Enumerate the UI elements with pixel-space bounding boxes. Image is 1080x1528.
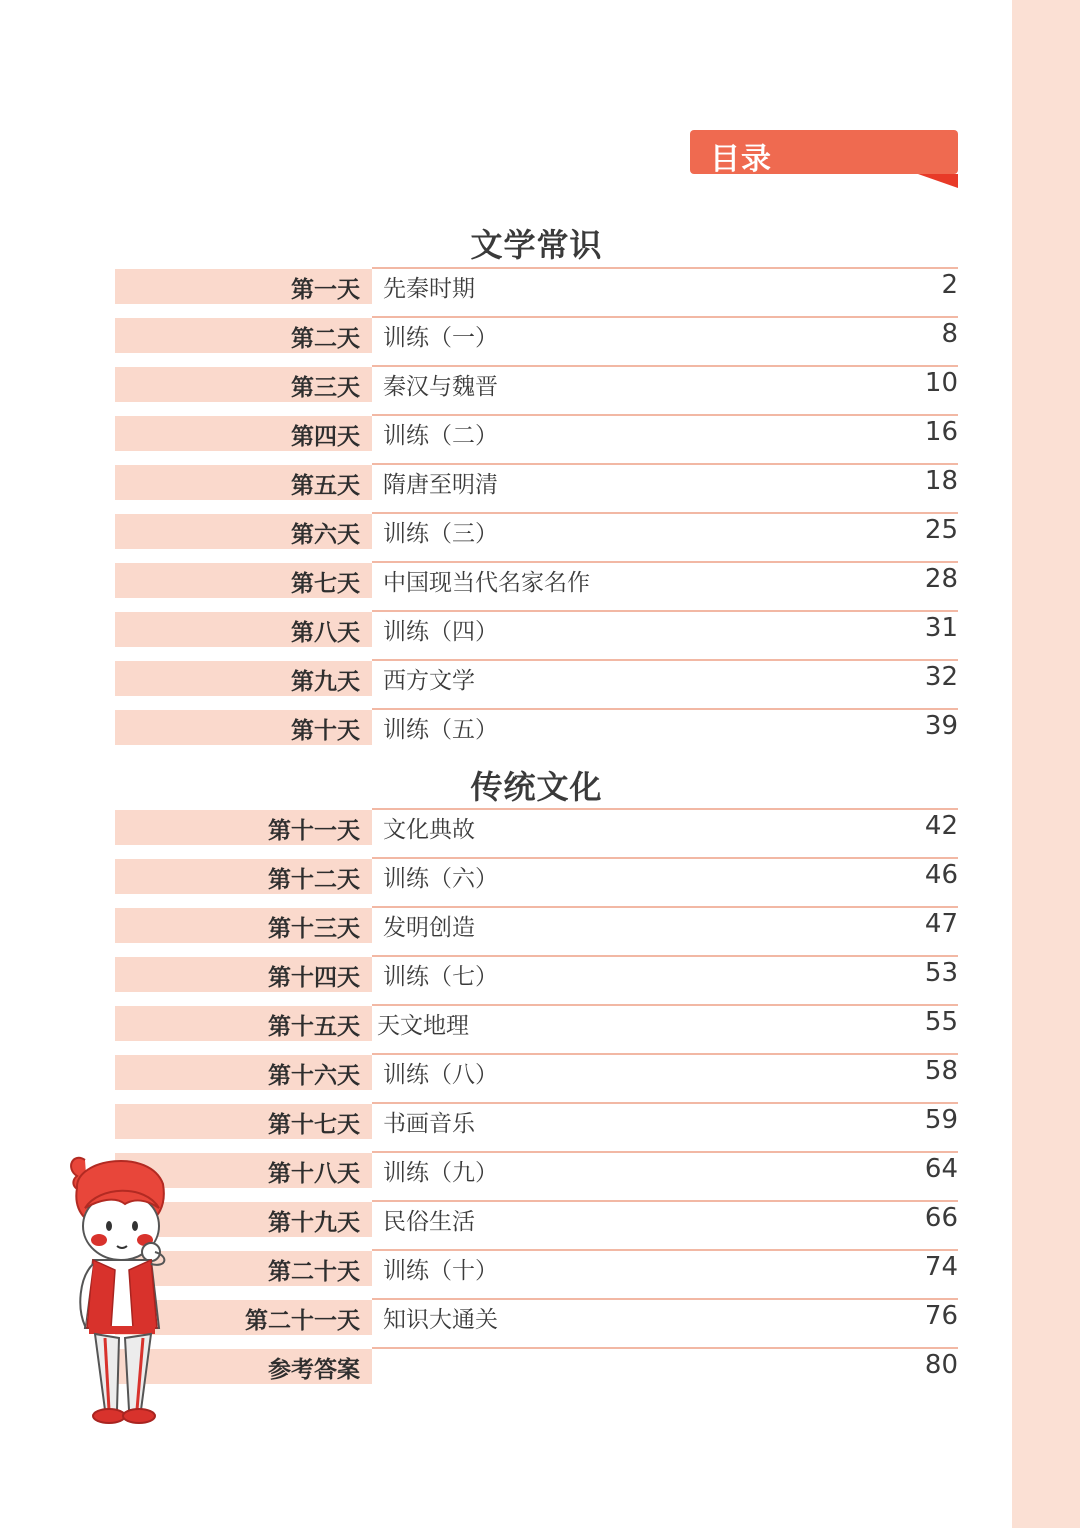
toc-entry-day: 第十六天 xyxy=(268,1063,360,1089)
row-rule xyxy=(372,857,958,859)
row-rule xyxy=(372,1004,958,1006)
row-rule xyxy=(372,1347,958,1349)
toc-entry-day: 第十天 xyxy=(291,718,360,744)
toc-entry-page: 59 xyxy=(924,1105,958,1135)
row-rule xyxy=(372,561,958,563)
day-cell xyxy=(115,1006,372,1041)
toc-entry[interactable] xyxy=(115,610,958,659)
section-title-culture: 传统文化 xyxy=(470,768,603,806)
row-rule xyxy=(372,316,958,318)
toc-entry-page: 42 xyxy=(924,811,958,841)
toc-entry-topic: 训练（四） xyxy=(383,619,498,645)
toc-entry-page: 64 xyxy=(924,1154,958,1184)
row-rule xyxy=(372,955,958,957)
toc-entry-topic: 发明创造 xyxy=(383,915,475,941)
toc-entry-topic: 西方文学 xyxy=(383,668,475,694)
toc-entry-topic: 训练（二） xyxy=(383,423,498,449)
toc-entry[interactable] xyxy=(115,906,958,955)
toc-entry-topic: 训练（九） xyxy=(383,1160,498,1186)
toc-entry-topic: 天文地理 xyxy=(377,1013,469,1039)
day-cell xyxy=(115,367,372,402)
toc-tab-fold xyxy=(918,174,958,188)
toc-entry-page: 2 xyxy=(941,270,958,300)
toc-entry-day: 参考答案 xyxy=(268,1357,360,1383)
row-rule xyxy=(372,659,958,661)
toc-entry-page: 16 xyxy=(924,417,958,447)
row-rule xyxy=(372,1102,958,1104)
toc-entry-topic: 训练（十） xyxy=(383,1258,498,1284)
toc-entry-topic: 先秦时期 xyxy=(383,276,475,302)
day-cell xyxy=(115,514,372,549)
toc-entry-topic: 训练（七） xyxy=(383,964,498,990)
toc-entry[interactable] xyxy=(115,955,958,1004)
toc-entry-page: 18 xyxy=(924,466,958,496)
toc-entry-page: 74 xyxy=(924,1252,958,1282)
day-cell xyxy=(115,710,372,745)
row-rule xyxy=(372,414,958,416)
day-cell xyxy=(115,416,372,451)
row-rule xyxy=(372,1053,958,1055)
toc-entry-page: 25 xyxy=(924,515,958,545)
toc-entry-page: 46 xyxy=(924,860,958,890)
toc-entry-page: 76 xyxy=(924,1301,958,1331)
toc-entry-page: 47 xyxy=(924,909,958,939)
toc-entry[interactable] xyxy=(115,1347,958,1396)
row-rule xyxy=(372,365,958,367)
toc-entry-day: 第四天 xyxy=(291,424,360,450)
toc-entry-day: 第二十一天 xyxy=(245,1308,360,1334)
toc-header-label: 目录 xyxy=(710,142,772,177)
row-rule xyxy=(372,610,958,612)
toc-entry[interactable] xyxy=(115,1298,958,1347)
day-cell xyxy=(115,465,372,500)
row-rule xyxy=(372,808,958,810)
day-cell xyxy=(115,563,372,598)
toc-entry[interactable] xyxy=(115,1053,958,1102)
toc-entry[interactable] xyxy=(115,659,958,708)
toc-entry-day: 第十九天 xyxy=(268,1210,360,1236)
row-rule xyxy=(372,1200,958,1202)
girl-illustration xyxy=(55,1148,185,1433)
toc-entry-day: 第三天 xyxy=(291,375,360,401)
toc-entry[interactable] xyxy=(115,414,958,463)
toc-entry-day: 第十一天 xyxy=(268,818,360,844)
day-cell xyxy=(115,269,372,304)
toc-entry-page: 80 xyxy=(924,1350,958,1380)
toc-entry-day: 第九天 xyxy=(291,669,360,695)
toc-entry-page: 53 xyxy=(924,958,958,988)
row-rule xyxy=(372,1298,958,1300)
toc-entry[interactable] xyxy=(115,1102,958,1151)
toc-entry-day: 第十八天 xyxy=(268,1161,360,1187)
toc-entry[interactable] xyxy=(115,365,958,414)
day-cell xyxy=(115,908,372,943)
toc-entry-page: 58 xyxy=(924,1056,958,1086)
day-cell xyxy=(115,318,372,353)
toc-entry[interactable] xyxy=(115,808,958,857)
toc-entry-day: 第八天 xyxy=(291,620,360,646)
toc-entry[interactable] xyxy=(115,1249,958,1298)
day-cell xyxy=(115,957,372,992)
toc-entry-topic: 训练（五） xyxy=(383,717,498,743)
toc-entry-day: 第十三天 xyxy=(268,916,360,942)
toc-entry-day: 第五天 xyxy=(291,473,360,499)
toc-entry-page: 10 xyxy=(924,368,958,398)
toc-entry-day: 第一天 xyxy=(291,277,360,303)
toc-entry[interactable] xyxy=(115,857,958,906)
row-rule xyxy=(372,512,958,514)
toc-entry[interactable] xyxy=(115,1200,958,1249)
toc-entry-page: 31 xyxy=(924,613,958,643)
toc-entry-topic: 训练（六） xyxy=(383,866,498,892)
toc-entry-page: 32 xyxy=(924,662,958,692)
row-rule xyxy=(372,1151,958,1153)
toc-entry-topic: 中国现当代名家名作 xyxy=(383,570,590,596)
toc-entry-page: 39 xyxy=(924,711,958,741)
row-rule xyxy=(372,1249,958,1251)
toc-entry-topic: 知识大通关 xyxy=(383,1307,498,1333)
day-cell xyxy=(115,1055,372,1090)
day-cell xyxy=(115,1104,372,1139)
toc-entry-day: 第二十天 xyxy=(268,1259,360,1285)
toc-entry[interactable] xyxy=(115,463,958,512)
toc-entry-day: 第十七天 xyxy=(268,1112,360,1138)
toc-entry[interactable] xyxy=(115,708,958,757)
toc-entry[interactable] xyxy=(115,316,958,365)
day-cell xyxy=(115,612,372,647)
toc-entry-day: 第七天 xyxy=(291,571,360,597)
row-rule xyxy=(372,267,958,269)
toc-entry[interactable] xyxy=(115,561,958,610)
toc-entry-day: 第十五天 xyxy=(268,1014,360,1040)
toc-entry-topic: 书画音乐 xyxy=(383,1111,475,1137)
toc-entry-page: 28 xyxy=(924,564,958,594)
toc-entry-day: 第十二天 xyxy=(268,867,360,893)
toc-entry-day: 第六天 xyxy=(291,522,360,548)
row-rule xyxy=(372,708,958,710)
toc-entry-day: 第二天 xyxy=(291,326,360,352)
row-rule xyxy=(372,906,958,908)
toc-header-tab xyxy=(690,130,958,177)
toc-entry-page: 66 xyxy=(924,1203,958,1233)
toc-entry-topic: 训练（一） xyxy=(383,325,498,351)
section-title-literature: 文学常识 xyxy=(470,226,603,264)
toc-entry-page: 55 xyxy=(924,1007,958,1037)
right-margin-strip xyxy=(1012,0,1080,1528)
toc-entry[interactable] xyxy=(115,512,958,561)
toc-entry[interactable] xyxy=(115,1004,958,1053)
day-cell xyxy=(115,810,372,845)
toc-entry-topic: 民俗生活 xyxy=(383,1209,475,1235)
toc-entry[interactable] xyxy=(115,1151,958,1200)
toc-entry-topic: 隋唐至明清 xyxy=(383,472,498,498)
toc-entry-topic: 训练（三） xyxy=(383,521,498,547)
day-cell xyxy=(115,859,372,894)
toc-entry-topic: 文化典故 xyxy=(383,817,475,843)
row-rule xyxy=(372,463,958,465)
day-cell xyxy=(115,661,372,696)
toc-entry-page: 8 xyxy=(941,319,958,349)
toc-entry[interactable] xyxy=(115,267,958,316)
toc-entry-day: 第十四天 xyxy=(268,965,360,991)
toc-entry-topic: 秦汉与魏晋 xyxy=(383,374,498,400)
toc-entry-topic: 训练（八） xyxy=(383,1062,498,1088)
